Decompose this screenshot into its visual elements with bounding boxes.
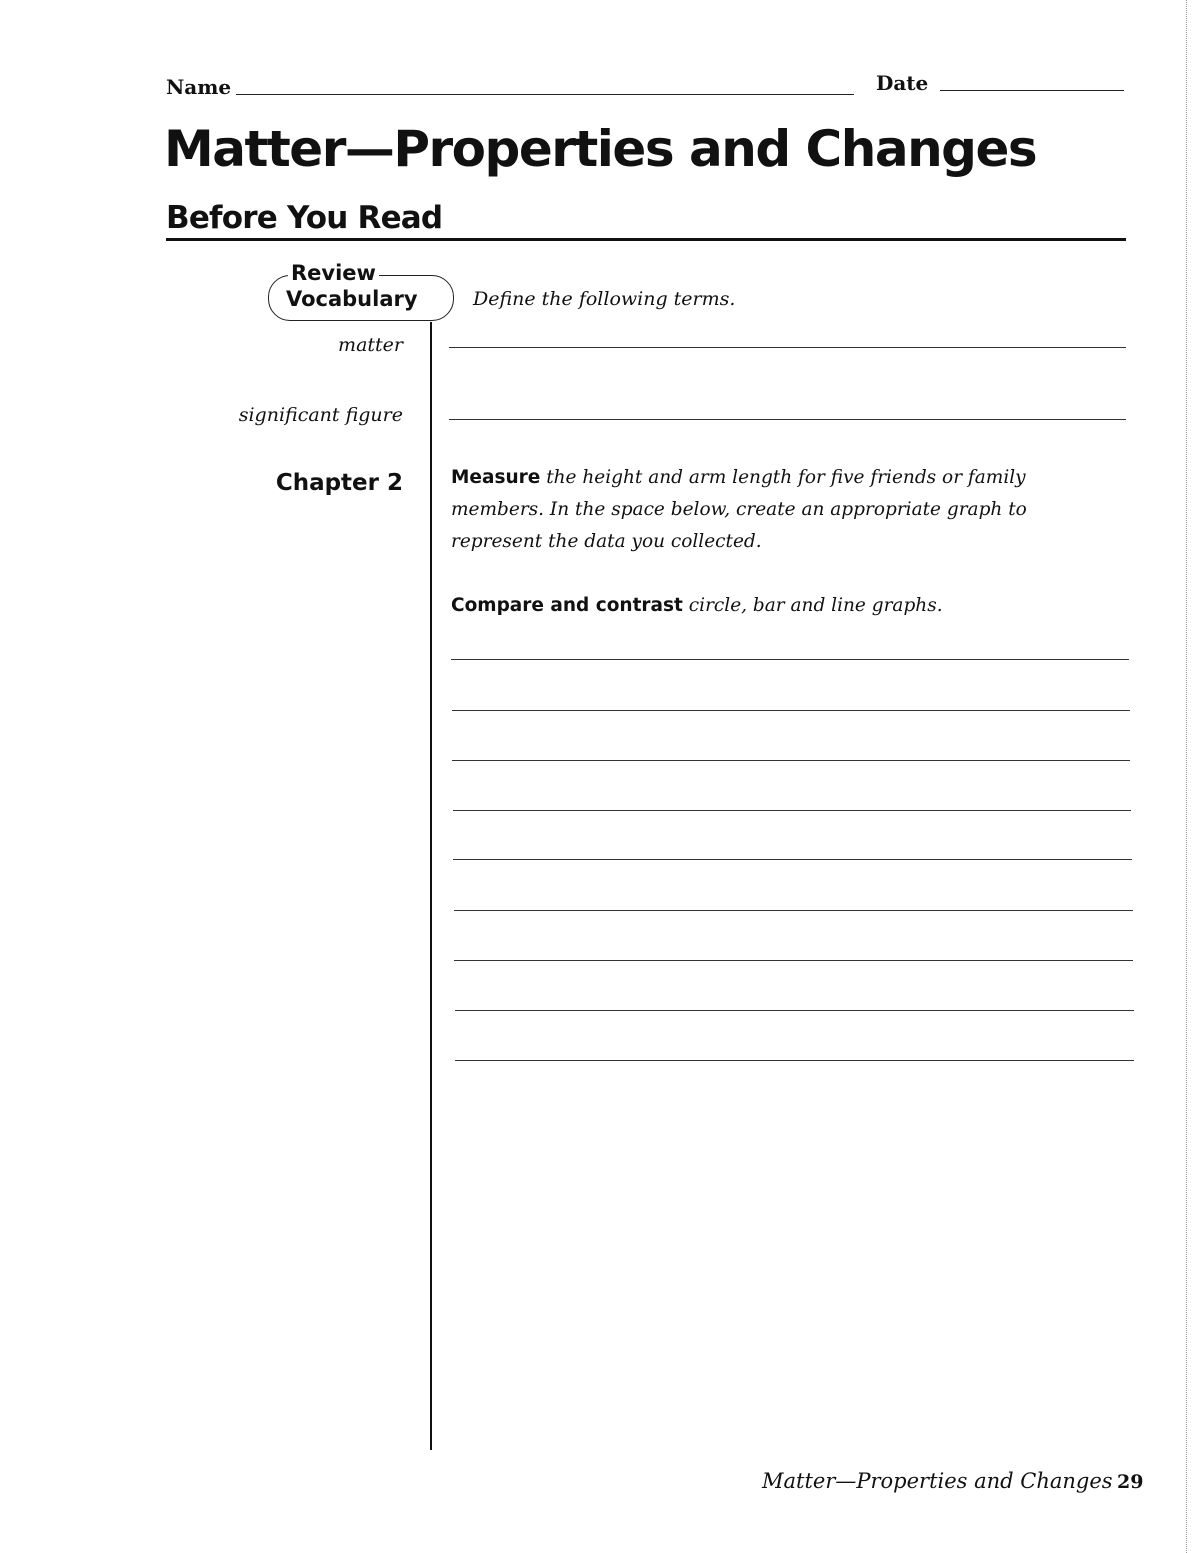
- date-line: [940, 90, 1124, 91]
- date-label: Date: [876, 71, 929, 95]
- page-title: Matter—Properties and Changes: [164, 120, 1037, 178]
- writing-line[interactable]: [451, 659, 1129, 660]
- name-label: Name: [166, 75, 232, 99]
- term-matter: matter: [338, 334, 403, 356]
- section-rule: [166, 238, 1126, 241]
- answer-line-significant-figure[interactable]: [449, 419, 1126, 420]
- section-heading: Before You Read: [166, 200, 443, 236]
- measure-lead: Measure: [451, 467, 541, 488]
- writing-line[interactable]: [454, 960, 1133, 961]
- writing-line[interactable]: [453, 810, 1131, 811]
- margin-rule: [430, 322, 432, 1450]
- page-number: 29: [1117, 1471, 1144, 1493]
- name-line: [236, 94, 854, 95]
- answer-line-matter[interactable]: [449, 347, 1126, 348]
- writing-line[interactable]: [452, 760, 1130, 761]
- writing-line[interactable]: [455, 1010, 1134, 1011]
- vocabulary-instruction: Define the following terms.: [473, 288, 736, 310]
- compare-paragraph: [451, 590, 1121, 622]
- footer-title: Matter—Properties and Changes: [762, 1469, 1113, 1493]
- scan-edge: [1186, 0, 1187, 1553]
- badge-review-label: Review: [288, 260, 379, 286]
- compare-lead: Compare and contrast: [451, 595, 683, 616]
- badge-vocabulary-label: Vocabulary: [286, 287, 418, 311]
- measure-text: the height and arm length for five friends or family members. In the space below, create an appropriate graph to represent the data you collected.: [451, 467, 1027, 552]
- term-significant-figure: significant figure: [238, 404, 403, 426]
- chapter-label: Chapter 2: [275, 470, 403, 496]
- compare-text: circle, bar and line graphs.: [688, 595, 943, 616]
- writing-line[interactable]: [453, 859, 1132, 860]
- writing-line[interactable]: [452, 710, 1130, 711]
- writing-line[interactable]: [455, 1060, 1134, 1061]
- writing-line[interactable]: [454, 910, 1133, 911]
- measure-paragraph: [451, 462, 1121, 558]
